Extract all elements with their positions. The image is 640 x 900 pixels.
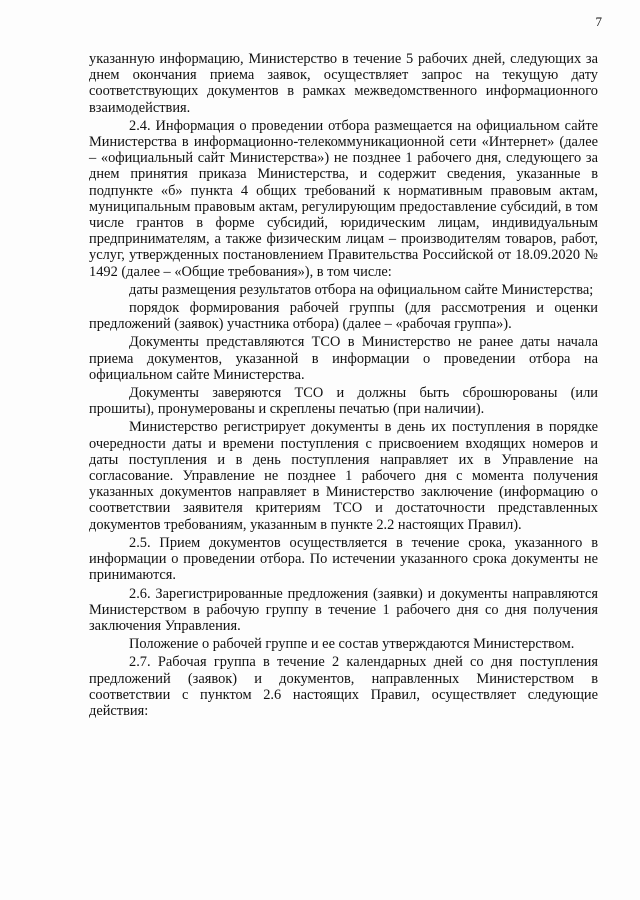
page-number: 7 [595,14,602,29]
paragraph: Документы заверяются ТСО и должны быть сброшюрованы (или прошиты), пронумерованы и скреплены печатью (при наличии). [89,385,598,418]
document-body [89,51,598,719]
paragraph: 2.4. Информация о проведении отбора размещается на официальном сайте Министерства в информационно-телекоммуникационной сети «Интернет» (далее – «официальный сайт Министерства») не позднее 1 рабочего дня, следующего за днем принятия приказа Министерства, и содержит сведения, указанные в подпункте «б» пункта 4 общих требований к нормативным правовым актам, муниципальным правовым актам, регулирующим предоставление субсидий, в том числе грантов в форме субсидий, юридическим лицам, индивидуальным предпринимателям, а также физическим лицам – производителям товаров, работ, услуг, утвержденных постановлением Правительства Российской от 18.09.2020 № 1492 (далее – «Общие требования»), в том числе: [89,117,598,280]
paragraph: Документы представляются ТСО в Министерство не ранее даты начала приема документов, указанной в информации о проведении отбора на официальном сайте Министерства. [89,334,598,383]
paragraph: указанную информацию, Министерство в течение 5 рабочих дней, следующих за днем окончания приема заявок, осуществляет запрос на текущую дату соответствующих документов в рамках межведомственного информационного взаимодействия. [89,51,598,116]
paragraph: Министерство регистрирует документы в день их поступления в порядке очередности даты и времени поступления с присвоением входящих номеров и даты поступления и в день поступления направляет их в Управление на согласование. Управление не позднее 1 рабочего дня с момента получения указанных документов направляет в Министерство заключение (информацию о соответствии заявителя критериям ТСО и достаточности представленных документов требованиям, указанным в пункте 2.2 настоящих Правил). [89,419,598,533]
paragraph: 2.7. Рабочая группа в течение 2 календарных дней со дня поступления предложений (заявок) и документов, направленных Министерством в соответствии с пунктом 2.6 настоящих Правил, осуществляет следующие действия: [89,654,598,719]
paragraph: 2.6. Зарегистрированные предложения (заявки) и документы направляются Министерством в рабочую группу в течение 1 рабочего дня со дня получения заключения Управления. [89,585,598,634]
paragraph: порядок формирования рабочей группы (для рассмотрения и оценки предложений (заявок) участника отбора) (далее – «рабочая группа»). [89,300,598,333]
paragraph: 2.5. Прием документов осуществляется в течение срока, указанного в информации о проведении отбора. По истечении указанного срока документы не принимаются. [89,534,598,584]
paragraph: Положение о рабочей группе и ее состав утверждаются Министерством. [129,636,575,653]
paragraph: даты размещения результатов отбора на официальном сайте Министерства; [129,281,594,298]
